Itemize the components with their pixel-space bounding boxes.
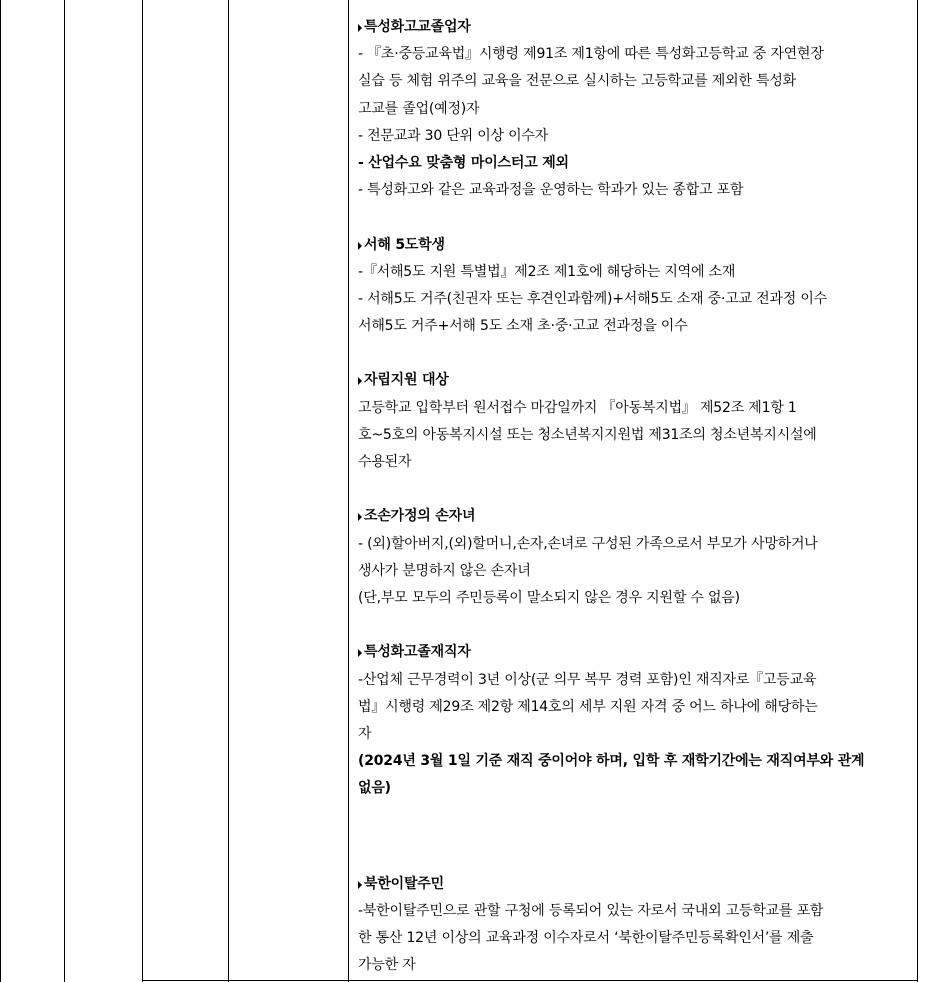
content-line-bold: (2024년 3월 1일 기준 재직 중이어야 하며, 입학 후 재학기간에는 재직여부와 관계 (358, 753, 865, 770)
table-divider-1 (64, 0, 65, 982)
content-line: 가능한 자 (358, 957, 416, 974)
content-line: -북한이탈주민으로 관할 구청에 등록되어 있는 자로서 국내외 고등학교를 포함 (358, 902, 824, 919)
section-heading: 특성화고졸재직자 (358, 639, 918, 666)
bullet-icon (358, 513, 362, 521)
content-line: 생사가 분명하지 않은 손자녀 (358, 562, 531, 579)
content-line: 고등학교 입학부터 원서접수 마감일까지 『아동복지법』 제52조 제1항 1 (358, 399, 797, 416)
table-row-divider (142, 980, 918, 981)
content-line: 호~5호의 아동복지시설 또는 청소년복지지원법 제31조의 청소년복지시설에 (358, 426, 817, 443)
content-line: - 특성화고와 같은 교육과정을 운영하는 학과가 있는 종합고 포함 (358, 182, 744, 199)
content-line: 고교를 졸업(예정)자 (358, 100, 480, 117)
eligibility-content-cell (358, 14, 918, 979)
content-line: 수용된자 (358, 454, 412, 470)
content-line: 법』시행령 제29조 제2항 제14호의 세부 지원 자격 중 어느 하나에 해당하는 (358, 698, 818, 715)
bullet-icon (358, 242, 362, 250)
content-line: - (외)할아버지,(외)할머니,손자,손녀로 구성된 가족으로서 부모가 사망하거나 (358, 535, 818, 552)
bullet-icon (358, 377, 362, 385)
content-line: - 전문교과 30 단위 이상 이수자 (358, 127, 549, 144)
table-divider-2 (142, 0, 143, 982)
section-heading: 북한이탈주민 (358, 871, 918, 898)
table-divider-3 (228, 0, 229, 982)
content-line: -산업체 근무경력이 3년 이상(군 의무 복무 경력 포함)인 재직자로『고등교육 (358, 671, 817, 688)
content-line: - 서해5도 거주(친권자 또는 후견인과함께)+서해5도 소재 중·고교 전과정 이수 (358, 290, 827, 307)
content-line: (단,부모 모두의 주민등록이 말소되지 않은 경우 지원할 수 없음) (358, 589, 740, 606)
content-line: 한 통산 12년 이상의 교육과정 이수자로서 ‘북한이탈주민등록확인서’를 제출 (358, 930, 814, 946)
bullet-icon (358, 24, 362, 32)
content-line-bold: 없음) (358, 780, 391, 797)
content-line: 서해5도 거주+서해 5도 소재 초·중·고교 전과정을 이수 (358, 318, 688, 335)
content-line: -『서해5도 지원 특별법』제2조 제1호에 해당하는 지역에 소재 (358, 263, 736, 280)
content-line: - 『초·중등교육법』시행령 제91조 제1항에 따른 특성화고등학교 중 자연현장 (358, 46, 824, 63)
section-heading: 자립지원 대상 (358, 367, 918, 394)
bullet-icon (358, 881, 362, 889)
bullet-icon (358, 649, 362, 657)
content-line: 자 (358, 725, 372, 742)
table-border-left (0, 0, 1, 982)
section-heading: 조손가정의 손자녀 (358, 503, 918, 530)
content-line: 실습 등 체험 위주의 교육을 전문으로 실시하는 고등학교를 제외한 특성화 (358, 73, 796, 90)
section-heading: 특성화고교졸업자 (358, 14, 918, 41)
section-heading: 서해 5도학생 (358, 232, 918, 259)
content-line-bold: - 산업수요 맞춤형 마이스터고 제외 (358, 154, 569, 171)
table-divider-4 (348, 0, 349, 982)
